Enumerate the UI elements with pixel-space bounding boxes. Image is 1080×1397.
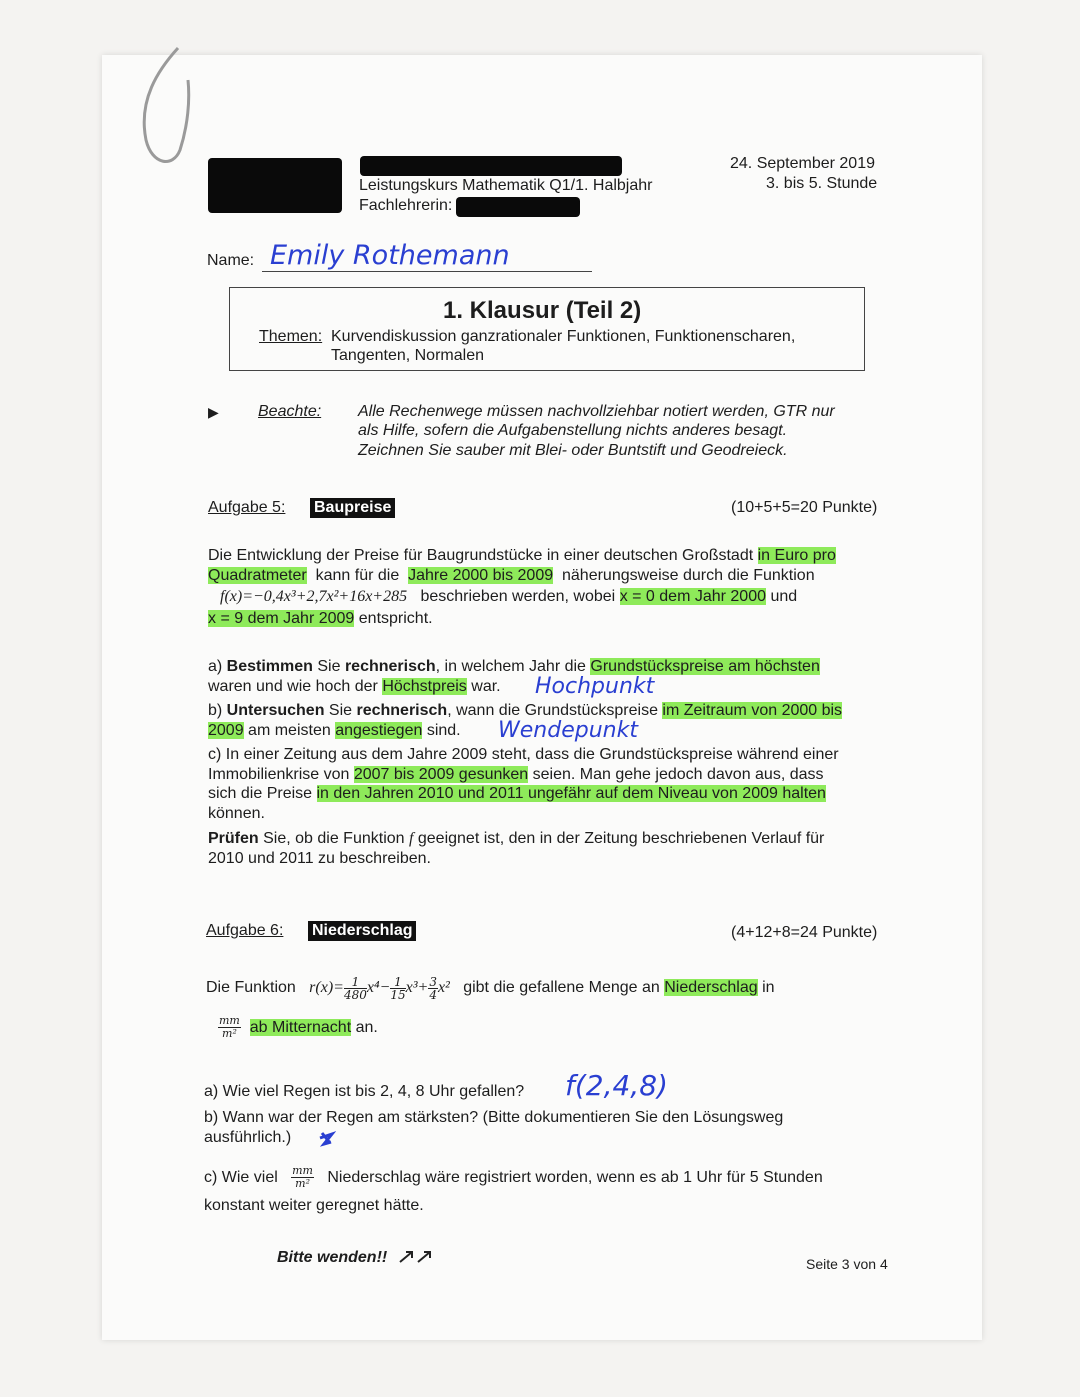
task5-label: Aufgabe 5:	[208, 499, 286, 516]
task5-a-line1: a) Bestimmen Sie rechnerisch, in welchem Jahr die Grundstückspreise am höchsten	[208, 658, 820, 675]
name-line	[262, 271, 592, 272]
themes-line-1: Kurvendiskussion ganzrationaler Funktionen, Funktionenscharen,	[331, 328, 796, 345]
page-number: Seite 3 von 4	[806, 1256, 888, 1272]
task5-c-line1: c) In einer Zeitung aus dem Jahre 2009 steht, dass die Grundstückspreise während einer	[208, 746, 839, 763]
task6-c-line2: konstant weiter geregnet hätte.	[204, 1197, 424, 1214]
task5-intro-line2: Quadratmeter kann für die Jahre 2000 bis 2009 näherungsweise durch die Funktion	[208, 567, 815, 584]
name-label: Name:	[207, 252, 255, 269]
task6-c-line1: c) Wie viel $\frac{mm}{\text{m²}}$ Niederschlag wäre registriert worden, wenn es ab 1 Uhr für 5 Stunden	[204, 1164, 823, 1191]
task5-formula: f(x)=−0,4x³+2,7x²+16x+285	[220, 588, 408, 605]
task5-check-line1: Prüfen Sie, ob die Funktion f geeignet ist, den in der Zeitung beschriebenen Verlauf für	[208, 830, 825, 847]
bullet-icon: ▶	[208, 404, 219, 420]
note-line-1: Alle Rechenwege müssen nachvollziehbar notiert werden, GTR nur	[358, 403, 835, 420]
task5-b-line1: b) Untersuchen Sie rechnerisch, wann die Grundstückspreise im Zeitraum von 2000 bis	[208, 702, 843, 719]
task6-tag: Niederschlag	[308, 921, 416, 941]
task5-check-line2: 2010 und 2011 zu beschreiben.	[208, 850, 431, 867]
task6-formula: r(x)= $\frac{1}{480}$ x⁴− $\frac{1}{15}$ x³+ $\frac{3}{4}$ x²	[309, 974, 450, 1002]
task5-points: (10+5+5=20 Punkte)	[731, 499, 878, 516]
note-line-2: als Hilfe, sofern die Aufgabenstellung nichts anderes besagt.	[358, 422, 788, 439]
task5-c-line2: Immobilienkrise von 2007 bis 2009 gesunken seien. Man gehe jedoch davon aus, dass	[208, 766, 824, 783]
redacted-teacher-name	[456, 197, 580, 217]
task6-points: (4+12+8=24 Punkte)	[731, 924, 878, 941]
task5-intro-line4: x = 9 dem Jahr 2009 entspricht.	[208, 610, 433, 627]
exam-title: 1. Klausur (Teil 2)	[443, 297, 642, 324]
task6-intro-line1: Die Funktion r(x)= $\frac{1}{480}$ x⁴− $\frac{1}{15}$ x³+ $\frac{3}{4}$ x² gibt die gefallene Menge an Niederschlag in	[206, 974, 775, 1002]
student-name: Emily Rothemann	[270, 240, 510, 271]
teacher-label: Fachlehrerin:	[359, 197, 453, 214]
note-line-3: Zeichnen Sie sauber mit Blei- oder Buntstift und Geodreieck.	[358, 442, 788, 459]
themes-label: Themen:	[259, 328, 323, 345]
exam-date: 24. September 2019	[730, 155, 875, 172]
handwritten-hochpunkt: Hochpunkt	[535, 674, 655, 699]
turn-page-arrows-icon	[398, 1248, 438, 1268]
task5-intro-line1: Die Entwicklung der Preise für Baugrundstücke in einer deutschen Großstadt in Euro pro	[208, 547, 836, 564]
task5-c-line3: sich die Preise in den Jahren 2010 und 2011 ungefähr auf dem Niveau von 2009 halten	[208, 785, 826, 802]
handwritten-f-values: f(2,4,8)	[565, 1069, 668, 1102]
task5-a-line2: waren und wie hoch der Höchstpreis war.	[208, 678, 501, 695]
ink-scribble-icon	[316, 1128, 336, 1148]
task6-b-line1: b) Wann war der Regen am stärksten? (Bitte dokumentieren Sie den Lösungsweg	[204, 1109, 784, 1126]
note-label: Beachte:	[258, 403, 322, 420]
redacted-school-name	[360, 156, 622, 176]
handwritten-wendepunkt: Wendepunkt	[498, 718, 638, 743]
task6-intro-line2: $\frac{mm}{\text{m²}}$ ab Mitternacht an.	[219, 1014, 378, 1041]
turn-page-note: Bitte wenden!!	[277, 1249, 388, 1266]
course-title: Leistungskurs Mathematik Q1/1. Halbjahr	[359, 177, 653, 194]
task6-b-line2: ausführlich.)	[204, 1129, 292, 1146]
exam-period: 3. bis 5. Stunde	[766, 175, 878, 192]
task5-b-line2: 2009 am meisten angestiegen sind.	[208, 722, 461, 739]
task5-tag: Baupreise	[310, 498, 395, 518]
task5-c-line4: können.	[208, 805, 265, 822]
redacted-logo	[208, 158, 342, 213]
themes-line-2: Tangenten, Normalen	[331, 347, 484, 364]
task6-a-text: a) Wie viel Regen ist bis 2, 4, 8 Uhr gefallen?	[204, 1083, 525, 1100]
task6-label: Aufgabe 6:	[206, 922, 284, 939]
paper-clip-icon	[118, 40, 198, 180]
task5-intro-line3: f(x)=−0,4x³+2,7x²+16x+285 beschrieben werden, wobei x = 0 dem Jahr 2000 und	[220, 588, 798, 605]
